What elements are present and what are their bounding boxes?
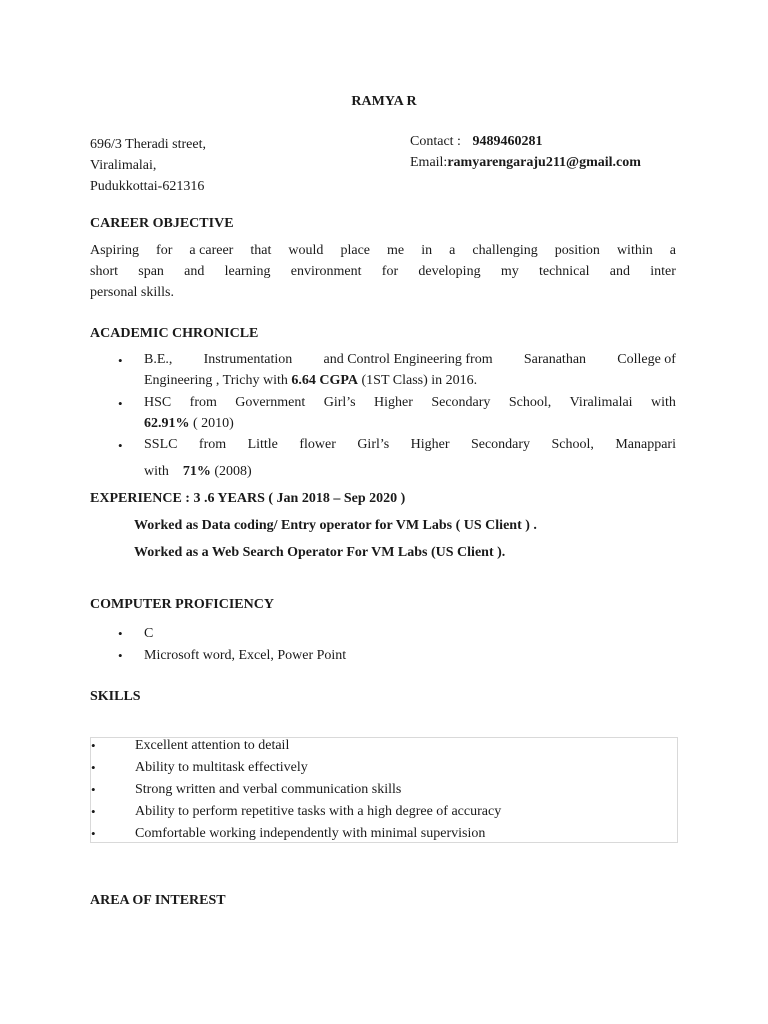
academic-item-1-line-1 xyxy=(144,352,676,368)
career-objective-heading: CAREER OBJECTIVE xyxy=(90,216,234,231)
email-label: Email: xyxy=(410,155,448,170)
academic-item-2-line-1 xyxy=(144,395,676,411)
experience-heading: EXPERIENCE : 3 .6 YEARS ( Jan 2018 – Sep 2020 ) xyxy=(90,491,406,506)
computer-proficiency-heading: COMPUTER PROFICIENCY xyxy=(90,597,274,612)
word: Little xyxy=(247,437,278,452)
academic-heading: ACADEMIC CHRONICLE xyxy=(90,326,259,341)
career-objective-line-1 xyxy=(90,243,676,259)
academic-item-2-line-2 xyxy=(144,416,234,432)
word: environment xyxy=(290,264,362,279)
computer-item-1: C xyxy=(144,626,154,641)
email-address: ramyarengaraju211@gmail.com xyxy=(447,155,641,170)
computer-bullet-1: • xyxy=(118,626,123,641)
be-cgpa: 6.64 CGPA xyxy=(291,373,359,388)
academic-item-3-line-2 xyxy=(144,464,252,480)
skill-bullet-1: • xyxy=(91,738,96,753)
word: Instrumentation xyxy=(203,352,293,367)
word: technical xyxy=(538,264,590,279)
word: Government xyxy=(235,395,306,410)
word: Manappari xyxy=(615,437,676,452)
sslc-text-pre: with xyxy=(144,464,183,479)
word: a xyxy=(669,243,676,258)
skill-bullet-2: • xyxy=(91,760,96,775)
word: College of xyxy=(617,352,676,367)
word: School, xyxy=(551,437,594,452)
be-text-pre: Engineering , Trichy with xyxy=(144,373,292,388)
sslc-year: (2008) xyxy=(210,464,252,479)
contact-label: Contact : xyxy=(410,134,461,149)
computer-bullet-2: • xyxy=(118,648,123,663)
word: within xyxy=(616,243,653,258)
word: my xyxy=(500,264,519,279)
word: Aspiring xyxy=(90,243,139,258)
word: me xyxy=(387,243,405,258)
word: that xyxy=(250,243,272,258)
word: Higher xyxy=(374,395,413,410)
word: Secondary xyxy=(431,395,491,410)
word: Secondary xyxy=(470,437,531,452)
contact-phone: 9489460281 xyxy=(472,134,543,149)
word: Girl’s xyxy=(357,437,390,452)
word: from xyxy=(189,395,217,410)
word: and xyxy=(609,264,630,279)
academic-bullet-3: • xyxy=(118,438,123,453)
word: Saranathan xyxy=(523,352,587,367)
skill-bullet-5: • xyxy=(91,826,96,841)
academic-item-3-line-1 xyxy=(144,437,676,453)
hsc-year: ( 2010) xyxy=(189,416,234,431)
word: position xyxy=(554,243,600,258)
skill-bullet-4: • xyxy=(91,804,96,819)
skills-heading: SKILLS xyxy=(90,689,141,704)
word: from xyxy=(198,437,227,452)
word: span xyxy=(138,264,164,279)
career-objective-line-2 xyxy=(90,264,676,280)
candidate-name: RAMYA R xyxy=(351,94,417,109)
word: short xyxy=(90,264,118,279)
word: a xyxy=(449,243,456,258)
word: learning xyxy=(224,264,271,279)
address-line-2: Viralimalai, xyxy=(90,158,157,173)
word: HSC xyxy=(144,395,172,410)
word: with xyxy=(651,395,676,410)
word: Higher xyxy=(410,437,450,452)
sslc-percent: 71% xyxy=(182,464,211,479)
word: and Control Engineering from xyxy=(323,352,493,367)
word: Viralimalai xyxy=(569,395,633,410)
word: B.E., xyxy=(144,352,173,367)
word: for xyxy=(156,243,173,258)
academic-bullet-1: • xyxy=(118,353,123,368)
experience-line-2: Worked as a Web Search Operator For VM Labs (US Client ). xyxy=(134,545,506,560)
word: and xyxy=(184,264,205,279)
word: in xyxy=(421,243,433,258)
academic-item-1-line-2 xyxy=(144,373,477,389)
word: Girl’s xyxy=(323,395,356,410)
academic-bullet-2: • xyxy=(118,396,123,411)
experience-line-1: Worked as Data coding/ Entry operator for VM Labs ( US Client ) . xyxy=(134,518,537,533)
skill-item-5: Comfortable working independently with minimal supervision xyxy=(135,826,486,841)
word: developing xyxy=(418,264,481,279)
word: School, xyxy=(508,395,552,410)
email-line xyxy=(410,155,641,171)
word: would xyxy=(288,243,324,258)
contact-line xyxy=(410,134,542,150)
skill-item-1: Excellent attention to detail xyxy=(135,738,290,753)
hsc-percent: 62.91% xyxy=(144,416,190,431)
area-of-interest-heading: AREA OF INTEREST xyxy=(90,893,226,908)
word: inter xyxy=(650,264,676,279)
address-line-1: 696/3 Theradi street, xyxy=(90,137,206,152)
skill-item-4: Ability to perform repetitive tasks with a high degree of accuracy xyxy=(135,804,502,819)
word: challenging xyxy=(472,243,538,258)
skill-bullet-3: • xyxy=(91,782,96,797)
word: SSLC xyxy=(144,437,178,452)
word: place xyxy=(340,243,370,258)
word: for xyxy=(381,264,399,279)
word: flower xyxy=(299,437,336,452)
word: a career xyxy=(189,243,234,258)
be-text-post: (1ST Class) in 2016. xyxy=(358,373,478,388)
computer-item-2: Microsoft word, Excel, Power Point xyxy=(144,648,347,663)
career-objective-line-3: personal skills. xyxy=(90,285,174,300)
skill-item-2: Ability to multitask effectively xyxy=(135,760,308,775)
skill-item-3: Strong written and verbal communication skills xyxy=(135,782,402,797)
address-line-3: Pudukkottai-621316 xyxy=(90,179,205,194)
